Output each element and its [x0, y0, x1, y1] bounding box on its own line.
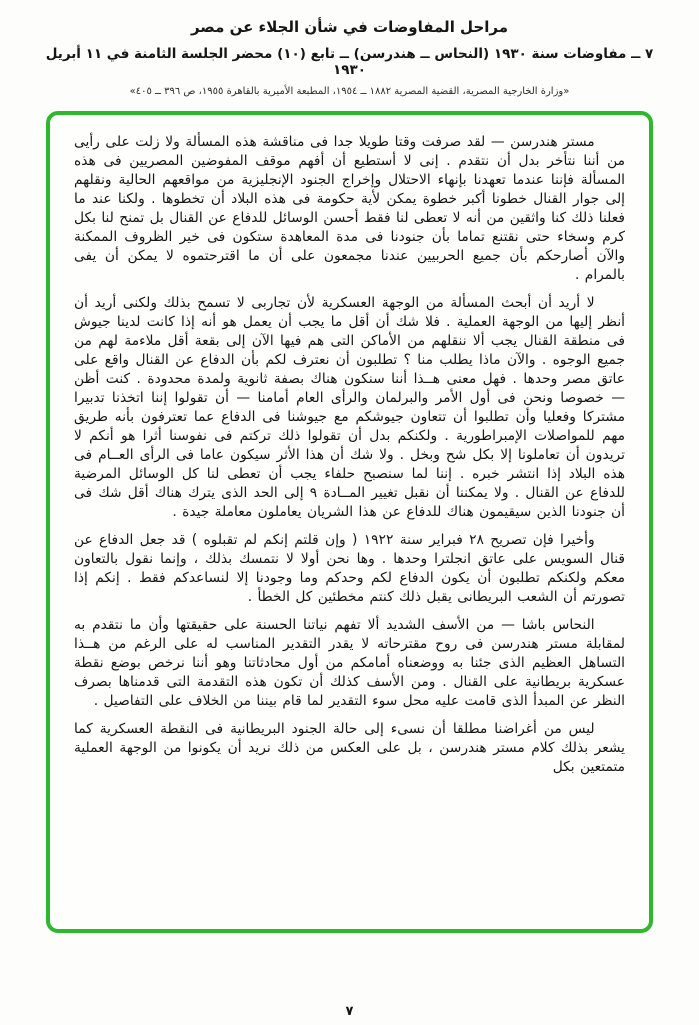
paragraph-henderson-3: وأخيرا فإن تصريح ٢٨ فبراير سنة ١٩٢٢ ( وإن قلتم إنكم لم تقبلوه ) قد جعل الدفاع عن قنال السويس على عاتق انجلترا وحدها . وها نحن أولا لا نتمسك بذلك ، وإنما نقول بالتعاون معكم ولكنكم تطلبون أن يكون الدفاع لكم وحدكم وما وجودنا إلا لنساعدكم فقط . إنكم إذا تصورتم أن الشعب البريطانى يقبل ذلك كنتم مخطئين كل الخطأ . — [74, 532, 625, 605]
document-title: مراحل المفاوضات في شأن الجلاء عن مصر — [190, 18, 509, 36]
highlight-box — [46, 111, 653, 933]
document-footer — [0, 1004, 699, 1019]
source-citation: «وزارة الخارجية المصرية، القضية المصرية ١٨٨٢ ــ ١٩٥٤، المطبعة الأميرية بالقاهرة ١٩٥٥، ص ٣٩٦ ــ ٤٠٥» — [129, 86, 570, 97]
paragraph-henderson-1: مستر هندرسن — لقد صرفت وقتا طويلا جدا فى مناقشة هذه المسألة ولا زلت على رأيى من أننا نتأخر بدل أن نتقدم . إنى لا أستطيع أن أفهم موقف المفوضين المصريين فى هذه المسألة فإننا عندما تعهدنا بإنهاء الاحتلال وإخراج الجنود الإنجليزية من مواقعهم الحالية ونقلهم إلى جوار القنال خطونا أكبر خطوة يمكن لأية حكومة فى هذه البلاد أن تخطوها . ولكنا عند ما فعلنا ذلك كنا واثقين من أنه لا تعطى لنا فقط أحسن الوسائل للدفاع عن القنال بل تمنح لنا بكل كرم وسخاء حتى نقتنع تماما بأن جنودنا فى مدة المعاهدة ستكون فى خير الظروف الممكنة والآن أصارحكم بأن جميع الحربيين عندنا مجمعون على أن ما اقترحتموه لا يمكن أن يفى بالمرام . — [74, 134, 625, 283]
page-number: ٧ — [345, 1004, 354, 1019]
paragraph-nahhas-2: ليس من أغراضنا مطلقا أن نسىء إلى حالة الجنود البريطانية فى النقطة العسكرية كما يشعر بذلك كلام مستر هندرسن ، بل على العكس من ذلك نريد أن يكونوا من الوجهة العملية متمتعين بكل — [74, 721, 625, 775]
document-header — [0, 18, 699, 97]
paragraph-henderson-2: لا أريد أن أبحث المسألة من الوجهة العسكرية لأن تجاربى لا تسمح بذلك ولكنى أريد أن أنظر إليها من الوجهة العملية . فلا شك أن أقل ما يجب أن يعمل هو أنه إذا كانت لدينا جيوش فى منطقة القنال يجب ألا ننقلهم من الأماكن التى هم فيها الآن إلى بقعة أقل ملاءمة لهم من جميع الوجوه . والآن ماذا يطلب منا ؟ تطلبون أن نعترف لكم بأن الدفاع عن القنال واقع على عاتق مصر وحدها . فهل معنى هــذا أننا سنكون هناك بصفة ثانوية ولمدة محدودة . كنت أظن — خصوصا ونحن فى أول الأمر والبرلمان والرأى العام أمامنا — أن تقولوا إننا اتخذنا تدبيرا مشتركا وفعليا وأن تطلبوا أن تتعاون جيوشكم مع جيوشنا فى الدفاع عما تعترفون بأنه طريق مهم للمواصلات الإمبراطورية . ولكنكم بدل أن تقولوا ذلك تركتم فى نفوسنا أثرا هو أنكم لا تريدون أن تعاملونا إلا بكل شح وبخل . ولا شك أن هذا الأثر سيكون عاما فى الرأى العــام فى هذه البلاد إذا انتشر خبره . إننا لما سنصبح حلفاء يجب أن تعطى لنا كل الوسائل المرضية للدفاع عن القنال . ولا يمكننا أن نقبل تغيير المــادة ٩ إلى الحد الذى يترك هناك أقل شك فى أن جنودنا الذين سيقيمون هناك للدفاع عن هذا الشريان يعاملون معاملة جيدة . — [74, 295, 626, 520]
paragraph-nahhas-1: النحاس باشا — من الأسف الشديد ألا تفهم نياتنا الحسنة على حقيقتها وأن ما نتقدم به لمقابلة مستر هندرسن فى روح مقترحاته لا يقدر التقدير المناسب له على الرغم من هــذا التساهل العظيم الذى جئنا به ووضعناه أمامكم من أول محادثاتنا وهو أننا نرخص بوضع نقطة عسكرية بريطانية على القنال . ومن الأسف كذلك أن تكون هذه التقدمة التى قدمناها بصرف النظر عن المبدأ الذى قامت عليه محل سوء التقدير لما قام بيننا من الخلاف على التفاصيل . — [74, 617, 625, 709]
session-heading: ٧ ــ مفاوضات سنة ١٩٣٠ (النحاس ــ هندرسن) ــ تابع (١٠) محضر الجلسة الثامنة في ١١ أبريل ١٩٣٠ — [45, 46, 654, 78]
